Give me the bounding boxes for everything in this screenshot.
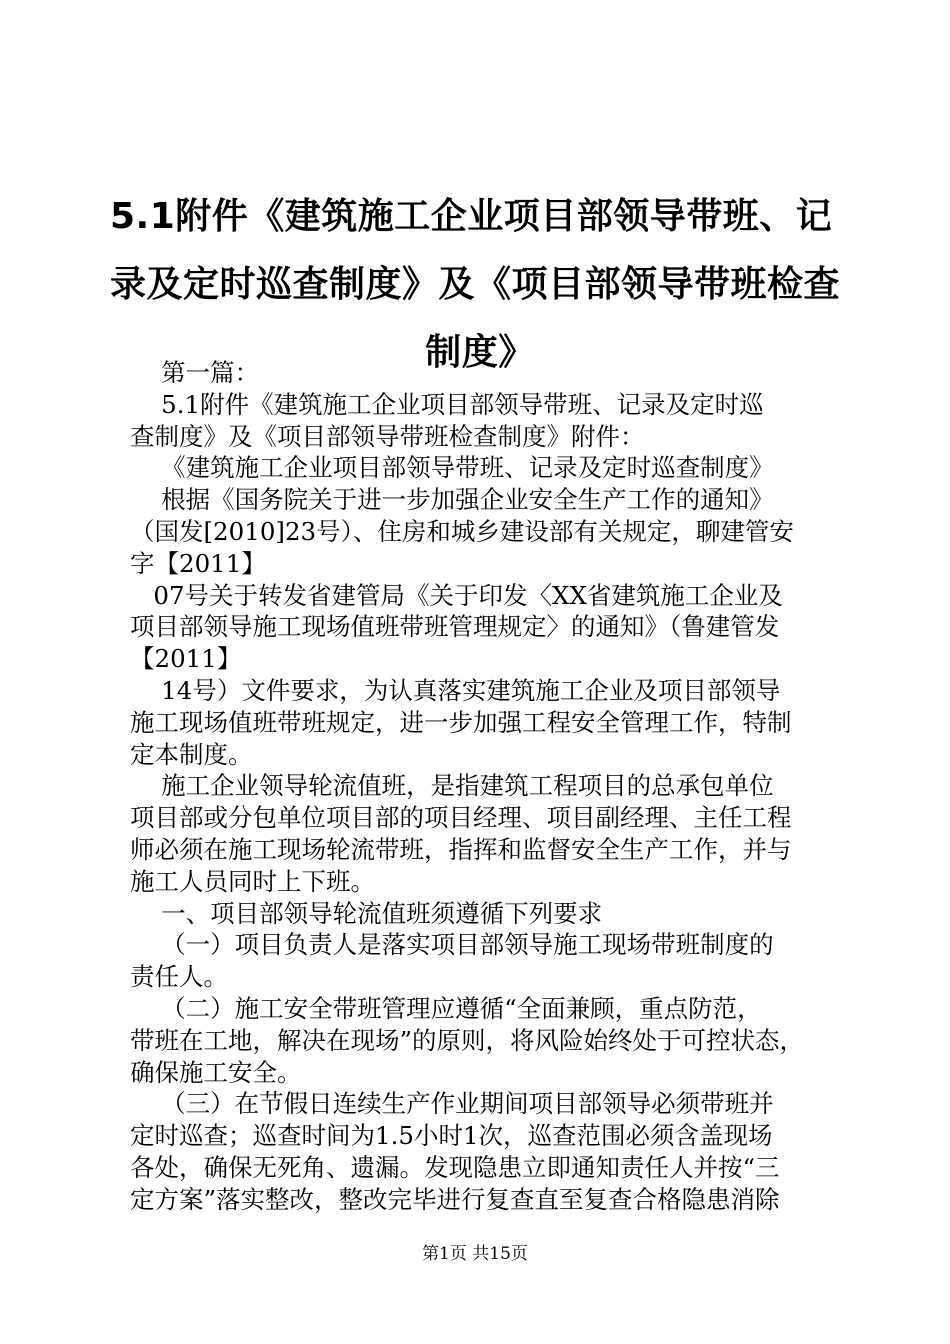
body-line: 定本制度。 <box>130 739 253 769</box>
body-line: 各处，确保无死角、遗漏。发现隐患立即通知责任人并按“三 <box>130 1152 780 1182</box>
body-line: 带班在工地，解决在现场”的原则，将风险始终处于可控状态， <box>130 1025 805 1055</box>
body-line: 一、项目部领导轮流值班须遵循下列要求 <box>130 898 603 928</box>
page-footer <box>0 1243 950 1265</box>
body-line: 施工人员同时上下班。 <box>130 866 375 896</box>
body-line: 项目部或分包单位项目部的项目经理、项目副经理、主任工程 <box>130 803 792 833</box>
body-line: 施工现场值班带班规定，进一步加强工程安全管理工作，特制 <box>130 707 792 737</box>
body-line: 定时巡查；巡查时间为1.5小时1次，巡查范围必须含盖现场 <box>130 1121 773 1151</box>
body-line: 字【2011】 <box>130 548 266 578</box>
body-line: 第一篇： <box>130 358 260 387</box>
body-line: 责任人。 <box>130 962 228 992</box>
body-line: 施工企业领导轮流值班，是指建筑工程项目的总承包单位 <box>130 771 774 801</box>
body-line: 定方案”落实整改，整改完毕进行复查直至复查合格隐患消除 <box>130 1184 780 1214</box>
body-line: 07号关于转发省建管局《关于印发〈XX省建筑施工企业及 <box>130 580 783 610</box>
body-line: （一）项目负责人是落实项目部领导施工现场带班制度的 <box>130 930 774 960</box>
body-line: 《建筑施工企业项目部领导带班、记录及定时巡查制度》 <box>130 453 774 483</box>
body-line: 查制度》及《项目部领导带班检查制度》附件： <box>130 421 645 451</box>
body-line: （二）施工安全带班管理应遵循“全面兼顾，重点防范， <box>130 993 762 1023</box>
body-line: 根据《国务院关于进一步加强企业安全生产工作的通知》 <box>130 485 774 515</box>
body-line: 14号）文件要求，为认真落实建筑施工企业及项目部领导 <box>130 675 781 705</box>
body-line: 确保施工安全。 <box>130 1057 302 1087</box>
body-line: 5.1附件《建筑施工企业项目部领导带班、记录及定时巡 <box>130 389 764 419</box>
title-line: 录及定时巡查制度》及《项目部领导带班检查 <box>110 264 841 305</box>
page-number-label: 第1页 共15页 <box>422 1244 528 1264</box>
title-line: 制度》 <box>425 332 535 373</box>
body-line: 【2011】 <box>130 644 242 674</box>
body-line: （三）在节假日连续生产作业期间项目部领导必须带班并 <box>130 1089 774 1119</box>
title-line: 5.1附件《建筑施工企业项目部领导带班、记 <box>110 196 833 237</box>
document-body <box>130 357 840 1216</box>
body-line: 师必须在施工现场轮流带班，指挥和监督安全生产工作，并与 <box>130 834 792 864</box>
body-line: 项目部领导施工现场值班带班管理规定〉的通知》（鲁建管发 <box>130 612 780 642</box>
body-line: （国发[2010]23号）、住房和城乡建设部有关规定，聊建管安 <box>130 516 794 546</box>
